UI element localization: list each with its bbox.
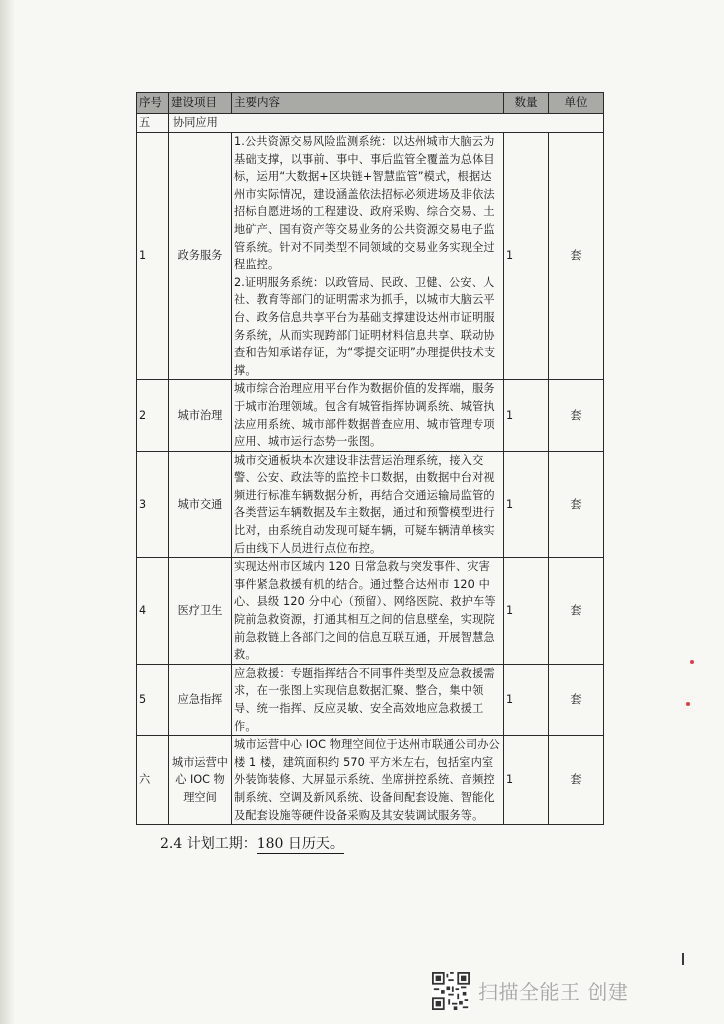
row-qty: 1 [504, 133, 549, 380]
scan-page-edge [0, 0, 14, 1024]
table-row [137, 664, 604, 735]
row-item: 医疗卫生 [169, 558, 232, 665]
row-qty: 1 [504, 380, 549, 451]
row-item: 城市运营中心 IOC 物理空间 [169, 736, 232, 825]
row-content [232, 133, 504, 380]
row-qty: 1 [504, 558, 549, 665]
content-paragraph: 城市交通板块本次建设非法营运治理系统，接入交警、公安、政法等的监控卡口数据，由数据中台对视频进行标准车辆数据分析，再结合交通运输局监管的各类营运车辆数据及车主数据，通过和预警模型进行比对，由系统自动发现可疑车辆，可疑车辆清单核实后由线下人员进行点位布控。 [234, 453, 495, 555]
content-paragraph: 2.证明服务系统：以政管局、民政、卫健、公安、人社、教育等部门的证明需求为抓手，以城市大脑云平台、政务信息共享平台为基础支撑建设达州市证明服务系统，从而实现跨部门证明材料信息共享、联动协查和告知承诺存证，为“零提交证明”办理提供技术支撑。 [234, 275, 496, 377]
table-row [137, 558, 604, 665]
row-content [232, 664, 504, 735]
red-ink-mark [686, 702, 690, 706]
scanner-watermark: 扫描全能王 创建 [478, 980, 629, 1004]
row-qty: 1 [504, 664, 549, 735]
project-table [136, 92, 604, 825]
content-paragraph: 城市综合治理应用平台作为数据价值的发挥端，服务于城市治理领域。包含有城管指挥协调系统、城管执法应用系统、城市部件数据普查应用、城市管理专项应用、城市运行态势一张图。 [234, 382, 495, 449]
schedule-label: 2.4 计划工期： [160, 836, 257, 852]
row-item: 政务服务 [169, 133, 232, 380]
schedule-value: 180 日历天。 [256, 836, 344, 852]
row-content [232, 736, 504, 825]
content-paragraph: 1.公共资源交易风险监测系统：以达州城市大脑云为基础支撑，以事前、事中、事后监管全覆盖为总体目标，运用“大数据+区块链+智慧监管”模式，根据达州市实际情况，建设涵盖依法招标必须进场及非依法招标自愿进场的工程建设、政府采购、综合交易、土地矿产、国有资产等交易业务的公共资源交易电子监管系统。针对不同类型不同领域的交易业务实现全过程监控。 [234, 135, 495, 272]
row-number: 六 [137, 736, 169, 825]
section-row [137, 114, 604, 133]
row-unit: 套 [549, 451, 604, 558]
content-paragraph: 城市运营中心 IOC 物理空间位于达州市联通公司办公楼 1 楼，建筑面积约 570 平方米左右，包括室内室外装饰装修、大屏显示系统、坐席拼控系统、音频控制系统、空调及新风系统、设备间配套设施、智能化及配套设施等硬件设备采购及其安装调试服务等。 [234, 738, 500, 822]
header-no: 序号 [137, 93, 169, 114]
section-title: 协同应用 [169, 114, 604, 133]
row-unit: 套 [549, 736, 604, 825]
row-number: 1 [137, 133, 169, 380]
schedule-line [160, 833, 344, 853]
row-content [232, 558, 504, 665]
red-ink-mark [690, 660, 694, 664]
row-unit: 套 [549, 558, 604, 665]
row-unit: 套 [549, 133, 604, 380]
header-qty: 数量 [504, 93, 549, 114]
table-row [137, 736, 604, 825]
row-qty: 1 [504, 736, 549, 825]
row-unit: 套 [549, 380, 604, 451]
section-number: 五 [137, 114, 169, 133]
content-paragraph: 应急救援：专题指挥结合不同事件类型及应急救援需求，在一张图上实现信息数据汇聚、整合，集中领导、统一指挥、反应灵敏、安全高效地应急救援工作。 [234, 666, 495, 733]
row-qty: 1 [504, 451, 549, 558]
row-item: 城市治理 [169, 380, 232, 451]
header-content: 主要内容 [232, 93, 504, 114]
qr-code-icon [432, 972, 470, 1010]
table-row [137, 380, 604, 451]
row-item: 应急指挥 [169, 664, 232, 735]
row-number: 4 [137, 558, 169, 665]
table-header-row [137, 93, 604, 114]
table-row [137, 451, 604, 558]
row-content [232, 380, 504, 451]
table-row [137, 133, 604, 380]
scan-edge-tick [682, 953, 684, 965]
content-paragraph: 实现达州市区域内 120 日常急救与突发事件、灾害事件紧急救援有机的结合。通过整合达州市 120 中心、县级 120 分中心（预留）、网络医院、救护车等院前急救资源，打通其相互之间的信息壁垒，实现院前急救链上各部门之间的信息互联互通，开展智慧急救。 [234, 560, 496, 662]
header-item: 建设项目 [169, 93, 232, 114]
row-number: 2 [137, 380, 169, 451]
header-unit: 单位 [549, 93, 604, 114]
row-number: 5 [137, 664, 169, 735]
row-number: 3 [137, 451, 169, 558]
row-unit: 套 [549, 664, 604, 735]
row-content [232, 451, 504, 558]
row-item: 城市交通 [169, 451, 232, 558]
